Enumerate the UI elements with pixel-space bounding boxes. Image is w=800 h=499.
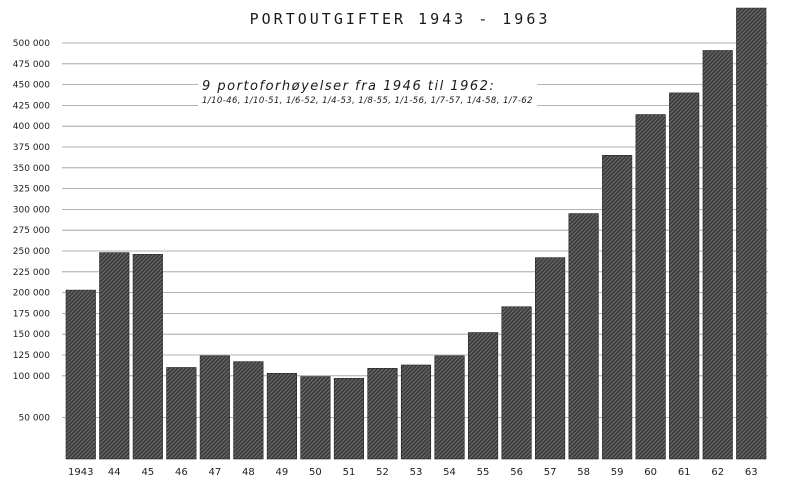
y-tick-label: 200 000 — [12, 288, 50, 299]
x-axis-ticks — [68, 467, 758, 478]
y-tick-label: 150 000 — [12, 330, 50, 341]
y-tick-label: 300 000 — [12, 205, 50, 216]
bar-57 — [535, 258, 565, 459]
x-tick-label: 56 — [510, 467, 523, 478]
x-tick-label: 47 — [208, 467, 222, 478]
y-tick-label: 500 000 — [12, 39, 50, 49]
bar-61 — [669, 93, 699, 459]
y-axis-ticks — [13, 39, 50, 423]
bar-49 — [267, 373, 297, 459]
bar-58 — [569, 214, 599, 459]
x-tick-label: 63 — [744, 467, 758, 478]
y-tick-label: 325 000 — [12, 184, 50, 195]
bar-51 — [334, 378, 364, 459]
x-tick-label: 60 — [644, 467, 658, 478]
y-tick-label: 50 000 — [18, 413, 50, 424]
bar-44 — [100, 253, 130, 459]
y-tick-label: 250 000 — [12, 247, 50, 257]
bar-59 — [602, 155, 632, 459]
x-tick-label: 48 — [242, 467, 255, 478]
bar-54 — [435, 356, 465, 459]
y-tick-label: 450 000 — [12, 80, 50, 91]
x-tick-label: 51 — [342, 467, 356, 478]
bar-53 — [401, 365, 431, 459]
bar-62 — [703, 50, 733, 459]
x-tick-label: 49 — [275, 467, 289, 478]
x-tick-label: 57 — [543, 467, 557, 478]
bar-60 — [636, 115, 666, 459]
y-tick-label: 100 000 — [12, 371, 50, 382]
bar-52 — [368, 368, 398, 459]
x-tick-label: 1943 — [68, 467, 94, 478]
bar-1943 — [66, 290, 96, 459]
x-tick-label: 52 — [376, 467, 389, 478]
bars — [66, 8, 766, 459]
y-tick-label: 375 000 — [12, 143, 50, 153]
x-tick-label: 54 — [443, 467, 456, 478]
x-tick-label: 50 — [309, 467, 322, 478]
annotation-line-1: 9 portoforhøyelser fra 1946 til 1962: — [202, 79, 496, 94]
x-tick-label: 61 — [677, 467, 691, 478]
x-tick-label: 45 — [141, 467, 155, 478]
chart-title: PORTOUTGIFTER 1943 - 1963 — [249, 10, 551, 28]
bar-56 — [502, 307, 532, 459]
x-tick-label: 55 — [476, 467, 490, 478]
annotation-box — [198, 79, 537, 106]
annotation-line-2: 1/10-46, 1/10-51, 1/6-52, 1/4-53, 1/8-55, 1/1-56, 1/7-57, 1/4-58, 1/7-62 — [202, 96, 533, 106]
bar-46 — [167, 367, 197, 459]
y-tick-label: 350 000 — [12, 163, 50, 174]
y-tick-label: 475 000 — [12, 59, 50, 70]
bar-63 — [736, 8, 766, 459]
x-tick-label: 62 — [711, 467, 725, 478]
y-tick-label: 275 000 — [12, 226, 50, 237]
bar-45 — [133, 254, 163, 459]
y-tick-label: 425 000 — [12, 101, 50, 112]
bar-47 — [200, 356, 230, 459]
bar-50 — [301, 377, 331, 459]
x-tick-label: 59 — [610, 467, 624, 478]
bar-55 — [468, 333, 498, 459]
bar-48 — [234, 362, 264, 459]
x-tick-label: 44 — [107, 467, 121, 478]
y-tick-label: 175 000 — [12, 309, 50, 320]
x-tick-label: 53 — [409, 467, 423, 478]
y-tick-label: 400 000 — [12, 122, 50, 133]
y-tick-label: 225 000 — [12, 267, 50, 278]
x-tick-label: 46 — [174, 467, 188, 478]
y-tick-label: 125 000 — [12, 351, 50, 361]
x-tick-label: 58 — [577, 467, 590, 478]
